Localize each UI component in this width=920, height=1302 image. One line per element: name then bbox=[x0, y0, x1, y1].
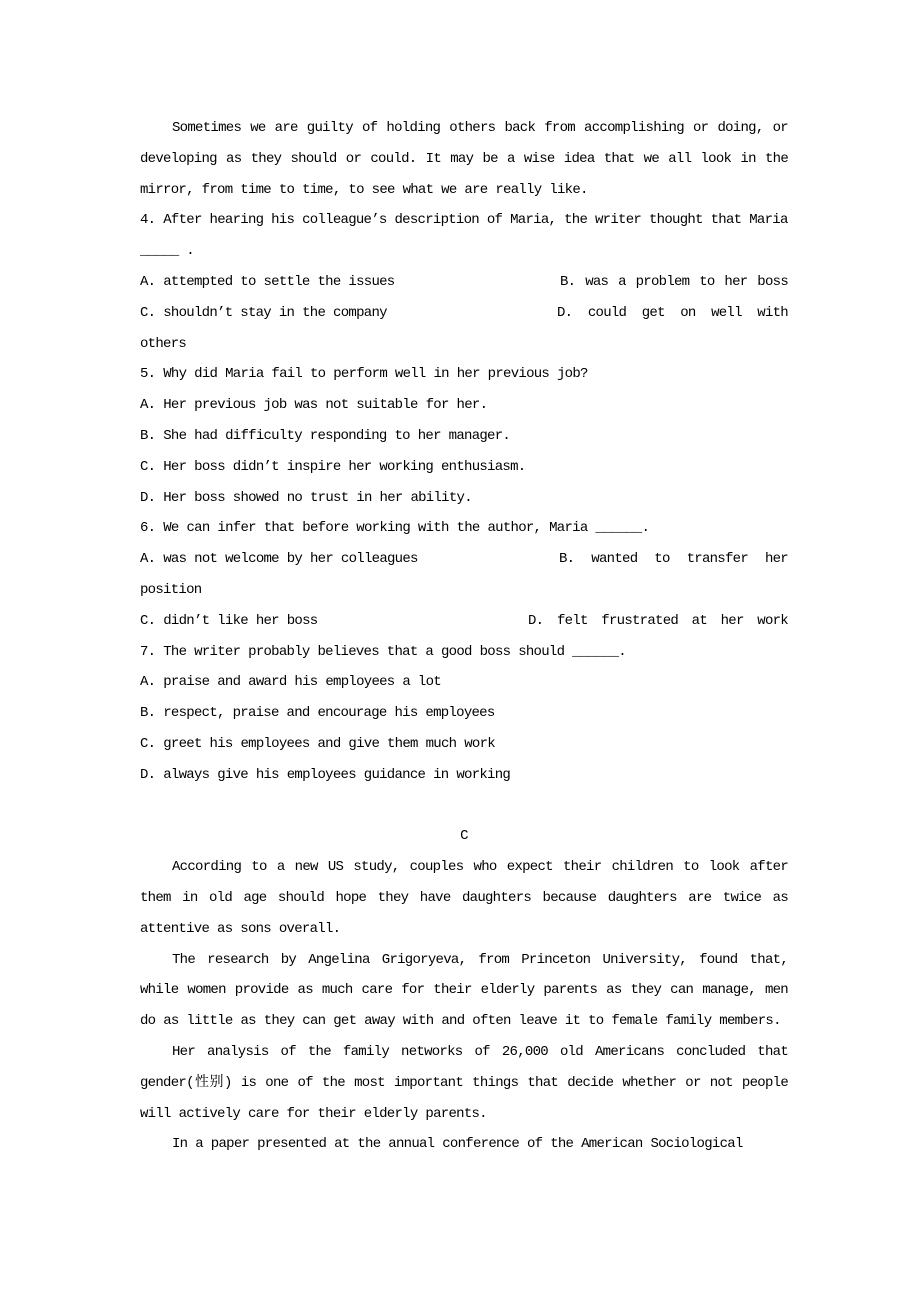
text-line: 4. After hearing his colleague’s description of Maria, the writer thought that Maria bbox=[140, 212, 788, 229]
paragraph: The research by Angelina Grigoryeva, from Princeton University, found that, while women provide as much care for their elderly parents as they can manage, men do as little as they can get away with and often leave it to female family members. bbox=[140, 951, 788, 1030]
option-row bbox=[140, 267, 788, 298]
option-right: B. was a problem to her boss bbox=[560, 273, 788, 290]
paragraph: Her analysis of the family networks of 26,000 old Americans concluded that gender(性别) is one of the most important things that decide whether or not people will actively care for their elderly parents. bbox=[140, 1043, 788, 1122]
option-right: B. wanted to transfer her bbox=[559, 551, 788, 568]
text-line: D. always give his employees guidance in working bbox=[140, 766, 511, 783]
text-line: others bbox=[140, 335, 187, 352]
text-line: C. greet his employees and give them much work bbox=[140, 735, 495, 752]
text-line: D. Her boss showed no trust in her ability. bbox=[140, 489, 472, 506]
text-line: A. praise and award his employees a lot bbox=[140, 674, 441, 691]
text-line: 6. We can infer that before working with the author, Maria ______. bbox=[140, 520, 650, 537]
section-label: C bbox=[460, 828, 468, 845]
text-line: B. respect, praise and encourage his employees bbox=[140, 705, 495, 722]
option-left: C. shouldn’t stay in the company bbox=[140, 304, 387, 321]
option-right: D. felt frustrated at her work bbox=[528, 612, 788, 629]
text-line: position bbox=[140, 581, 202, 598]
option-left: A. attempted to settle the issues bbox=[140, 273, 395, 290]
text-line: 7. The writer probably believes that a good boss should ______. bbox=[140, 643, 626, 660]
option-row bbox=[140, 606, 788, 637]
text-line: B. She had difficulty responding to her manager. bbox=[140, 427, 511, 444]
option-row bbox=[140, 298, 788, 329]
paragraph: In a paper presented at the annual conference of the American Sociological bbox=[172, 1136, 743, 1153]
option-left: A. was not welcome by her colleagues bbox=[140, 551, 418, 568]
text-line: 5. Why did Maria fail to perform well in her previous job? bbox=[140, 366, 588, 383]
option-right: D. could get on well with bbox=[557, 304, 788, 321]
option-left: C. didn’t like her boss bbox=[140, 612, 318, 629]
text-line: A. Her previous job was not suitable for her. bbox=[140, 397, 488, 414]
option-row bbox=[140, 544, 788, 575]
paragraph: According to a new US study, couples who expect their children to look after them in old age should hope they have daughters because daughters are twice as attentive as sons overall. bbox=[140, 859, 788, 937]
document-content bbox=[140, 113, 788, 1160]
text-line: C. Her boss didn’t inspire her working enthusiasm. bbox=[140, 458, 526, 475]
text-line: _____ . bbox=[140, 243, 194, 260]
paragraph: Sometimes we are guilty of holding others back from accomplishing or doing, or developing as they should or could. It may be a wise idea that we all look in the mirror, from time to time, to see what we are really like. bbox=[140, 120, 788, 198]
